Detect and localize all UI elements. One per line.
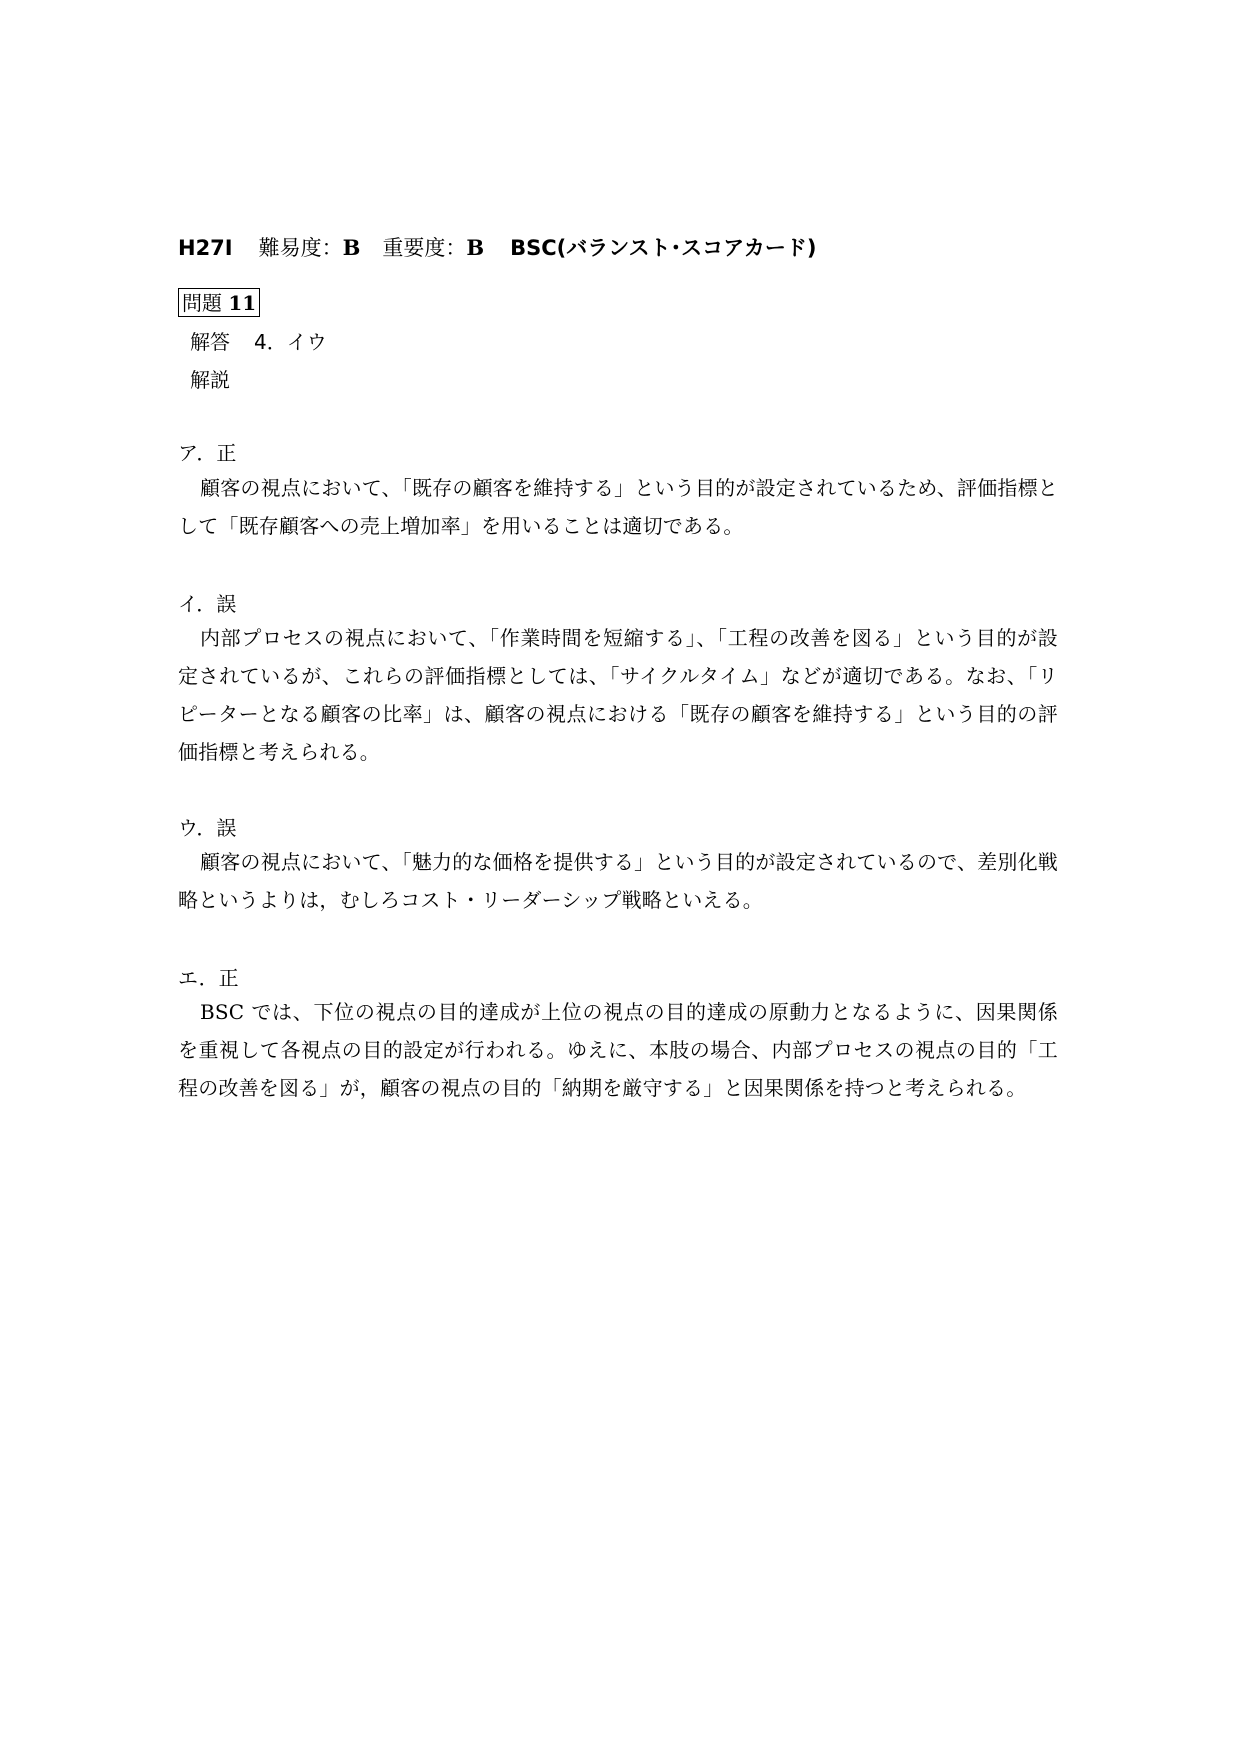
bsc-abbrev: BSC — [200, 1000, 245, 1024]
difficulty-label: 難易度： — [258, 236, 343, 260]
item-heading-i: イ．誤 — [178, 592, 237, 616]
item-text-a: 顧客の視点において、「既存の顧客を維持する」という目的が設定されているため、評価指標として「既存顧客への売上増加率」を用いることは適切である。 — [178, 476, 1058, 538]
header-line — [178, 232, 817, 262]
exam-code: H27Ⅰ — [178, 236, 233, 260]
answer-value: 4．イウ — [254, 330, 327, 354]
difficulty-rank: B — [342, 235, 361, 260]
item-heading-u: ウ．誤 — [178, 816, 237, 840]
question-number-box — [178, 288, 260, 317]
question-label: 問題 — [182, 291, 229, 315]
item-heading-e: エ．正 — [178, 966, 239, 990]
item-heading-a: ア．正 — [178, 441, 237, 465]
item-text-i: 内部プロセスの視点において、「作業時間を短縮する」、「工程の改善を図る」という目的が設定されているが、これらの評価指標としては、「サイクルタイム」などが適切である。なお、「リピーターとなる顧客の比率」は、顧客の視点における「既存の顧客を維持する」という目的の評価指標と考えられる。 — [178, 626, 1058, 764]
topic-title: BSC(バランスト･スコアカード) — [510, 236, 817, 260]
item-text-e-body: では、下位の視点の目的達成が上位の視点の目的達成の原動力となるように、因果関係を重視して各視点の目的設定が行われる。ゆえに、本肢の場合、内部プロセスの視点の目的「工程の改善を図る」が，顧客の視点の目的「納期を厳守する」と因果関係を持つと考えられる。 — [178, 1000, 1058, 1100]
answer-line — [190, 326, 327, 355]
item-text-e — [178, 993, 1058, 1107]
item-text-u: 顧客の視点において、「魅力的な価格を提供する」という目的が設定されているので、差別化戦略というよりは，むしろコスト・リーダーシップ戦略といえる。 — [178, 850, 1058, 912]
explanation-label: 解説 — [190, 368, 230, 392]
importance-rank: B — [466, 235, 485, 260]
importance-label: 重要度： — [382, 236, 467, 260]
answer-label: 解答 — [190, 330, 230, 354]
question-number: 11 — [228, 291, 257, 315]
